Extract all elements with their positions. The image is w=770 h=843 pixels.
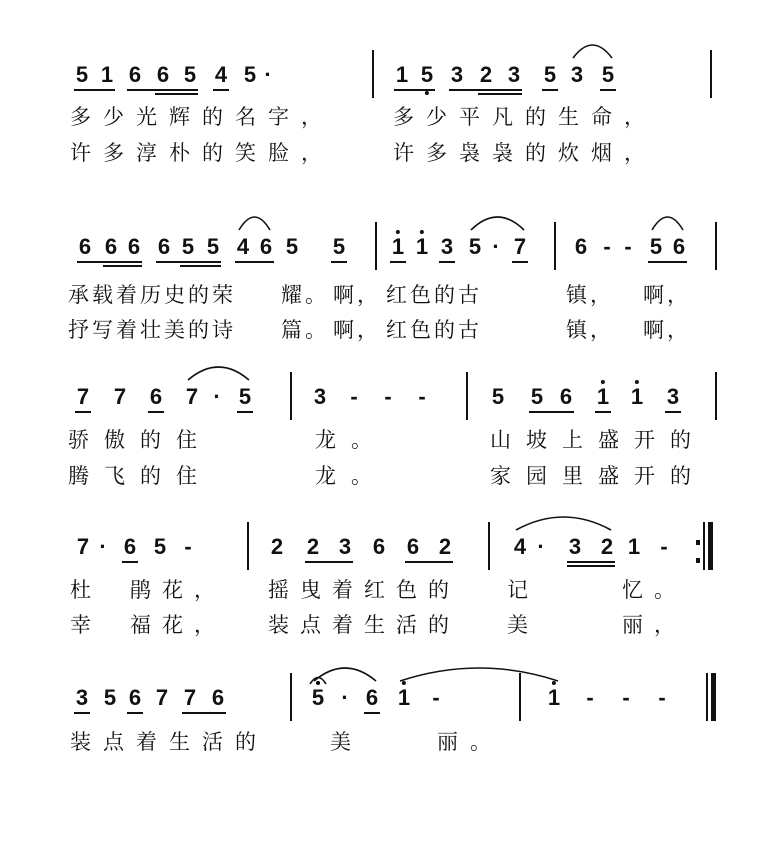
dash-extension: -	[622, 685, 630, 710]
slur-arc	[573, 45, 612, 58]
repeat-dot	[696, 558, 700, 563]
note: 3	[450, 62, 464, 87]
underline-beam	[205, 265, 221, 267]
underline-beam	[599, 561, 615, 563]
dot-duration: ·	[99, 534, 107, 559]
lyric-segment: 记	[507, 579, 539, 602]
note: 6	[365, 685, 379, 710]
note: 6	[156, 62, 170, 87]
lyric-segment: 镇，	[566, 284, 614, 307]
barline-thick	[711, 673, 716, 721]
note: 1	[631, 386, 643, 408]
lyric-segment: 啊，	[643, 319, 691, 342]
note: 4	[214, 62, 228, 87]
high-octave-dot	[396, 230, 400, 234]
barline	[290, 673, 292, 721]
lyric-segment: 镇，	[566, 319, 614, 342]
dot-duration: ·	[492, 234, 500, 259]
underline-beam	[99, 89, 115, 91]
underline-beam	[127, 712, 143, 714]
barline	[715, 222, 717, 270]
high-octave-dot	[552, 681, 556, 685]
barline-thick	[708, 522, 713, 570]
barline	[372, 50, 374, 98]
dash-extension: -	[603, 234, 611, 259]
lyric-segment: 龙。	[315, 465, 387, 488]
slur-arc	[652, 217, 683, 230]
high-octave-dot	[420, 230, 424, 234]
note: 1	[627, 534, 641, 559]
slur-arc	[400, 668, 558, 681]
note: 7	[155, 685, 169, 710]
note: 5	[285, 234, 299, 259]
note: 2	[306, 534, 320, 559]
note: 5	[183, 62, 197, 87]
note: 6	[672, 234, 686, 259]
note: 3	[666, 384, 680, 409]
note: 2	[479, 62, 493, 87]
high-octave-dot	[601, 380, 605, 384]
underline-beam	[126, 261, 142, 263]
note: 5	[543, 62, 557, 87]
underline-beam	[210, 712, 226, 714]
note: 5	[103, 685, 117, 710]
note: 6	[574, 234, 588, 259]
lyric-segment: 装点着生活的	[268, 614, 460, 637]
dot-duration: ·	[213, 384, 221, 409]
note: 7	[513, 234, 527, 259]
underline-beam	[437, 561, 453, 563]
underline-beam	[182, 93, 198, 95]
note: 4	[236, 234, 250, 259]
barline-thin	[706, 673, 708, 721]
underline-beam	[665, 411, 681, 413]
note: 5	[491, 384, 505, 409]
underline-beam	[419, 89, 435, 91]
underline-beam	[512, 261, 528, 263]
underline-beam	[126, 265, 142, 267]
note: 2	[600, 534, 614, 559]
note: 3	[313, 384, 327, 409]
lyric-segment: 家园里盛开的	[490, 465, 706, 488]
lyric-segment: 杜	[70, 579, 102, 602]
dash-extension: -	[384, 384, 392, 409]
lyric-segment: 承载着历史的荣	[68, 284, 236, 307]
barline	[710, 50, 712, 98]
lyric-segment: 啊，	[333, 284, 381, 307]
lyric-segment: 鹃花，	[130, 579, 226, 602]
lyric-segment: 啊，	[333, 319, 381, 342]
dash-extension: -	[586, 685, 594, 710]
note: 3	[338, 534, 352, 559]
note: 6	[157, 234, 171, 259]
note: 5	[468, 234, 482, 259]
underline-beam	[671, 261, 687, 263]
barline	[519, 673, 521, 721]
underline-beam	[237, 411, 253, 413]
note: 6	[149, 384, 163, 409]
underline-beam	[122, 561, 138, 563]
note: 6	[559, 384, 573, 409]
lyric-segment: 篇。	[281, 319, 329, 342]
lyric-segment: 抒写着壮美的诗	[68, 319, 236, 342]
lyric-segment: 多少光辉的名字，	[70, 106, 334, 129]
underline-beam	[258, 261, 274, 263]
lyric-segment: 龙。	[315, 429, 387, 452]
underline-beam	[506, 93, 522, 95]
underline-beam	[595, 411, 611, 413]
slur-arc	[516, 517, 611, 530]
lyric-segment: 红色的古	[386, 284, 482, 307]
lyric-segment: 忆。	[622, 579, 686, 602]
underline-beam	[213, 89, 229, 91]
underline-beam	[600, 89, 616, 91]
high-octave-dot	[635, 380, 639, 384]
high-octave-dot	[402, 681, 406, 685]
note: 3	[507, 62, 521, 87]
dash-extension: -	[350, 384, 358, 409]
underline-beam	[182, 89, 198, 91]
dot-duration: ·	[537, 534, 545, 559]
lyric-segment: 装点着生活的	[70, 731, 268, 754]
lyric-segment: 美	[330, 731, 363, 754]
lyric-segment: 丽，	[622, 614, 686, 637]
lyric-segment: 啊，	[643, 284, 691, 307]
underline-beam	[599, 565, 615, 567]
note: 7	[76, 534, 90, 559]
lyric-segment: 多少平凡的生命，	[393, 106, 657, 129]
note: 5	[75, 62, 89, 87]
note: 1	[548, 687, 560, 709]
lyric-segment: 丽。	[437, 731, 503, 754]
note: 5	[311, 685, 325, 710]
note: 5	[649, 234, 663, 259]
note: 6	[406, 534, 420, 559]
barline-thin	[703, 522, 705, 570]
note: 1	[597, 386, 609, 408]
slur-arc	[239, 217, 270, 230]
underline-beam	[542, 89, 558, 91]
note: 5	[238, 384, 252, 409]
note: 6	[104, 234, 118, 259]
underline-beam	[439, 261, 455, 263]
note: 7	[185, 384, 199, 409]
note: 1	[398, 687, 410, 709]
note: 5	[421, 64, 433, 86]
note: 3	[440, 234, 454, 259]
underline-beam	[558, 411, 574, 413]
note: 2	[270, 534, 284, 559]
lyric-segment: 许多袅袅的炊烟，	[393, 142, 657, 165]
lyric-segment: 腾飞的住	[68, 465, 212, 488]
note: 5	[601, 62, 615, 87]
lyric-segment: 山坡上盛开的	[490, 429, 706, 452]
dash-extension: -	[432, 685, 440, 710]
underline-beam	[74, 712, 90, 714]
note: 6	[127, 234, 141, 259]
barline	[466, 372, 468, 420]
underline-beam	[75, 411, 91, 413]
note: 3	[75, 685, 89, 710]
note: 1	[100, 62, 114, 87]
underline-beam	[364, 712, 380, 714]
underline-beam	[506, 89, 522, 91]
repeat-dot	[696, 540, 700, 545]
lyric-segment: 骄傲的住	[68, 429, 212, 452]
note: 6	[259, 234, 273, 259]
note: 1	[392, 236, 404, 258]
note: 5	[530, 384, 544, 409]
underline-beam	[331, 261, 347, 263]
barline	[375, 222, 377, 270]
note: 5	[243, 62, 257, 87]
lyric-segment: 摇曳着红色的	[268, 579, 460, 602]
note: 2	[438, 534, 452, 559]
note: 5	[181, 234, 195, 259]
dot-duration: ·	[341, 685, 349, 710]
lyric-segment: 耀。	[281, 284, 329, 307]
note: 5	[153, 534, 167, 559]
note: 3	[568, 534, 582, 559]
note: 6	[372, 534, 386, 559]
barline	[554, 222, 556, 270]
note: 1	[416, 236, 428, 258]
underline-beam	[205, 261, 221, 263]
lyric-segment: 许多淳朴的笑脸，	[70, 142, 334, 165]
note: 6	[78, 234, 92, 259]
note: 5	[206, 234, 220, 259]
note: 6	[123, 534, 137, 559]
slur-arc	[188, 367, 249, 380]
note: 3	[570, 62, 584, 87]
slur-arc	[471, 217, 524, 230]
underline-beam	[390, 261, 406, 263]
note: 6	[128, 62, 142, 87]
note: 7	[183, 685, 197, 710]
lyric-segment: 美	[507, 614, 539, 637]
low-octave-dot	[425, 91, 429, 95]
barline	[715, 372, 717, 420]
note: 4	[513, 534, 527, 559]
underline-beam	[337, 561, 353, 563]
dash-extension: -	[184, 534, 192, 559]
lyric-segment: 幸	[70, 614, 102, 637]
dash-extension: -	[660, 534, 668, 559]
note: 6	[211, 685, 225, 710]
dash-extension: -	[418, 384, 426, 409]
note: 7	[113, 384, 127, 409]
lyric-segment: 红色的古	[386, 319, 482, 342]
note: 7	[76, 384, 90, 409]
dash-extension: -	[658, 685, 666, 710]
note: 1	[395, 62, 409, 87]
dash-extension: -	[624, 234, 632, 259]
lyric-segment: 福花，	[130, 614, 226, 637]
slur-arc	[314, 668, 376, 681]
underline-beam	[148, 411, 164, 413]
barline	[290, 372, 292, 420]
dot-duration: ·	[264, 62, 272, 87]
barline	[247, 522, 249, 570]
note: 5	[332, 234, 346, 259]
fermata-icon	[310, 678, 326, 685]
barline	[488, 522, 490, 570]
note: 6	[128, 685, 142, 710]
